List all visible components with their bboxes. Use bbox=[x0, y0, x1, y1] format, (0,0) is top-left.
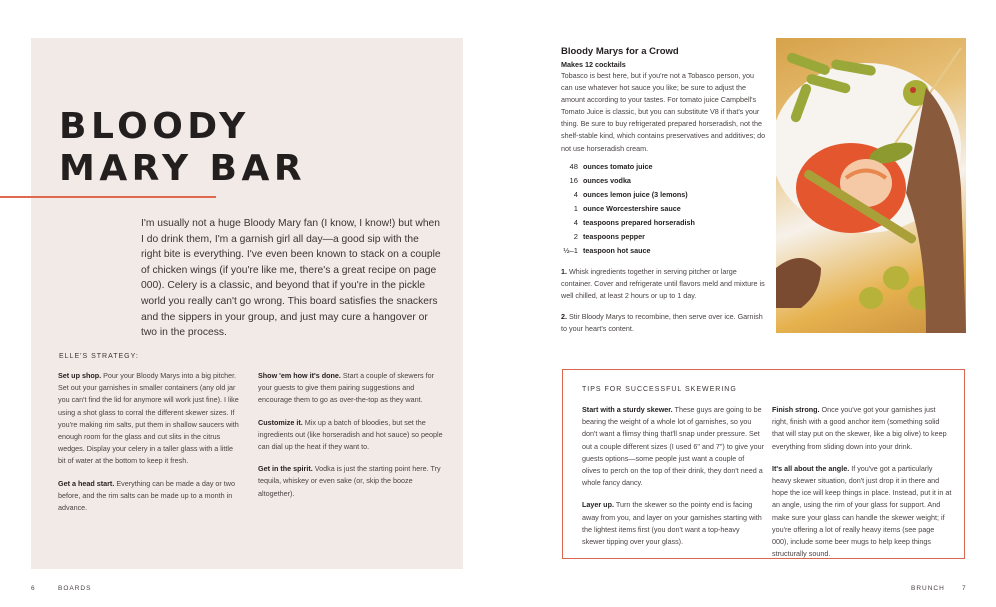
ingredient-name: ounces lemon juice (3 lemons) bbox=[583, 190, 688, 199]
ingredient-qty: 16 bbox=[569, 176, 578, 185]
tip-lead: It's all about the angle. bbox=[772, 463, 850, 473]
tip-text: Once you've got your garnishes just right, finish with a good anchor item (something solid that will stay put on the skewer, like a big olive) to keep everything from sliding down into your drink. bbox=[772, 405, 947, 451]
strategy-column-2 bbox=[258, 370, 444, 510]
strategy-lead: Show 'em how it's done. bbox=[258, 371, 341, 380]
recipe-note: Tobasco is best here, but if you're not a Tobasco person, you can use whatever hot sauce you like; be sure to adjust the amount according to your tastes. For tomato juice Campbell's Tomato Juice is classic, but you can substitute V8 if that's your thing. Be sure to buy refrigerated prepared horseradish, not the shelf-stable kind, which contains preservatives and additives; do not use horseradish cream. bbox=[561, 71, 766, 153]
ingredient-item bbox=[561, 174, 766, 188]
strategy-text: Start a couple of skewers for your guests to give them pairing suggestions and encourage them to go as over-the-top as they want. bbox=[258, 371, 434, 405]
intro-paragraph: I'm usually not a huge Bloody Mary fan (I know, I know!) but when I do drink them, I'm a garnish girl all day—a good sip with the right bite is everything. I've even been known to stack on a couple of chicken wings (if you're like me, there's a great recipe on page 000). Celery is a classic, and beyond that if you're in the pickle world you really can't go wrong. This board satisfies the snackers and the sippers in your group, and just may cure a hangover or two in the process. bbox=[141, 218, 441, 339]
strategy-text: Pour your Bloody Marys into a big pitcher. Set out your garnishes in smaller containers (any old jar you can't find the lid for anymore will work just fine). I like using a shot glass to corral the different skewer sizes. If you're making rim salts, put them in shallow saucers with enough room for the glass and cut slits in the citrus wedges. Display your celery in a taller glass with a little bit of water at the bottom to keep it fresh. bbox=[58, 371, 239, 466]
step-number: 1. bbox=[561, 267, 567, 276]
recipe-step bbox=[561, 311, 766, 335]
ingredient-name: teaspoon hot sauce bbox=[583, 246, 651, 255]
recipe-step bbox=[561, 266, 766, 303]
tip-item bbox=[772, 463, 952, 561]
ingredient-qty: ½–1 bbox=[563, 246, 578, 255]
ingredient-item bbox=[561, 230, 766, 244]
ingredient-item bbox=[561, 188, 766, 202]
ingredient-qty: 48 bbox=[569, 162, 578, 171]
left-page-number: 6 bbox=[31, 585, 36, 592]
ingredient-item bbox=[561, 202, 766, 216]
strategy-lead: Get a head start. bbox=[58, 478, 115, 488]
ingredient-item bbox=[561, 216, 766, 230]
strategy-item bbox=[58, 370, 242, 468]
photo-illustration bbox=[776, 38, 966, 333]
tip-lead: Layer up. bbox=[582, 500, 614, 510]
tip-text: These guys are going to be bearing the weight of a whole lot of garnishes, so you don't want a flimsy thing that'll snap under pressure. Set out a couple different sizes (I used 6" and 7") to give your guests options—some people just want a couple of olives to perch on the top of their drink, they don't need a whole fancy dancy. bbox=[582, 405, 764, 488]
strategy-item bbox=[58, 478, 242, 515]
recipe-yield: Makes 12 cocktails bbox=[561, 60, 626, 69]
ingredient-item bbox=[561, 160, 766, 174]
right-page-number: 7 bbox=[962, 585, 967, 592]
tip-text: Turn the skewer so the pointy end is facing away from you, and layer on your garnishes starting with the lightest items first (you don't want a top-heavy skewer tipping over your glass). bbox=[582, 500, 762, 547]
strategy-column-1 bbox=[58, 370, 242, 524]
strategy-heading: ELLE'S STRATEGY: bbox=[59, 353, 139, 360]
recipe-photo bbox=[776, 38, 966, 333]
strategy-text: Everything can be made a day or two before, and the rim salts can be made up to a month in advance. bbox=[58, 478, 235, 513]
recipe-steps bbox=[561, 266, 766, 343]
left-section-label: BOARDS bbox=[58, 585, 92, 592]
strategy-text: Vodka is just the starting point here. Try tequila, whiskey or even sake (or, skip the booze altogether). bbox=[258, 464, 441, 498]
tips-heading: TIPS FOR SUCCESSFUL SKEWERING bbox=[582, 386, 737, 393]
ingredient-name: ounces tomato juice bbox=[583, 162, 653, 171]
step-number: 2. bbox=[561, 311, 567, 321]
strategy-lead: Get in the spirit. bbox=[258, 464, 313, 474]
accent-rule bbox=[0, 196, 216, 198]
ingredient-name: ounce Worcestershire sauce bbox=[583, 204, 681, 213]
title-line-2: MARY BAR bbox=[59, 148, 307, 189]
right-section-label: BRUNCH bbox=[911, 585, 945, 592]
page-title bbox=[59, 106, 306, 190]
tips-column-2 bbox=[772, 404, 952, 570]
ingredient-qty: 2 bbox=[573, 232, 578, 241]
strategy-item bbox=[258, 417, 444, 454]
tip-lead: Finish strong. bbox=[772, 405, 820, 414]
ingredient-qty: 4 bbox=[573, 218, 578, 227]
strategy-lead: Set up shop. bbox=[58, 371, 102, 380]
ingredient-qty: 4 bbox=[573, 190, 578, 199]
tip-lead: Start with a sturdy skewer. bbox=[582, 405, 673, 414]
ingredient-qty: 1 bbox=[573, 204, 578, 213]
tip-text: If you've got a particularly heavy skewer situation, don't just drop it in there and hope the ice will keep things in place. Instead, put it in at an angle, using the rim of your glass for support. And make sure your glass can handle the skewer weight; if you're offering a lot of really heavy items (see page 000), include some beer mugs to help keep things structurally sound. bbox=[772, 463, 952, 559]
strategy-item bbox=[258, 463, 444, 500]
strategy-item bbox=[258, 370, 444, 407]
ingredient-item bbox=[561, 244, 766, 258]
ingredient-list bbox=[561, 160, 766, 258]
ingredient-name: teaspoons prepared horseradish bbox=[583, 218, 695, 227]
title-line-1: BLOODY bbox=[59, 106, 250, 147]
ingredient-name: teaspoons pepper bbox=[583, 232, 645, 241]
tip-item bbox=[772, 404, 952, 453]
ingredient-name: ounces vodka bbox=[583, 176, 631, 185]
step-text: Whisk ingredients together in serving pitcher or large container. Cover and refrigerate until flavors meld and mixture is well chilled, at least 2 hours or up to 1 day. bbox=[561, 267, 765, 301]
step-text: Stir Bloody Marys to recombine, then serve over ice. Garnish to your heart's content. bbox=[561, 311, 763, 333]
recipe-title: Bloody Marys for a Crowd bbox=[561, 46, 679, 57]
strategy-text: Mix up a batch of bloodies, but set the ingredients out (like horseradish and hot sauce) so people can dial up the heat if they want to. bbox=[258, 417, 443, 452]
tip-item bbox=[582, 404, 764, 489]
strategy-lead: Customize it. bbox=[258, 417, 303, 427]
tip-item bbox=[582, 499, 764, 548]
tips-column-1 bbox=[582, 404, 764, 558]
